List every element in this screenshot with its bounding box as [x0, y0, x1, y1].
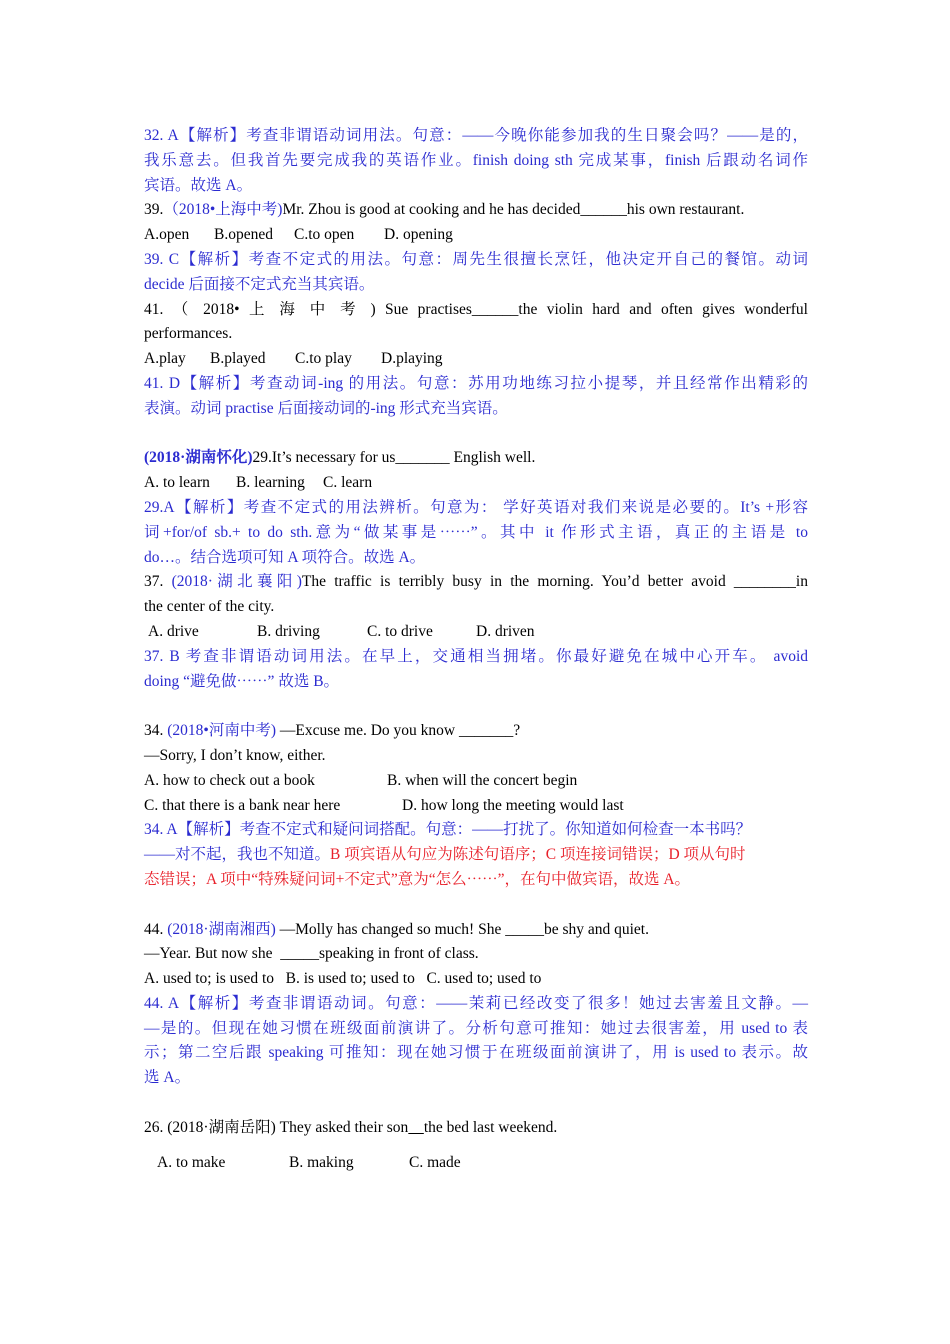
q44-answer-line-3: 示；第二空后跟 speaking 可推知：现在她习惯于在班级面前演讲了，用 is used to 表示。故: [144, 1044, 808, 1062]
spacer: [144, 1091, 808, 1116]
q29-option-c: C. learn: [323, 474, 373, 492]
q37-options: [144, 620, 808, 645]
q39-number: 39.: [144, 201, 164, 219]
q37-answer-line-2: doing “避免做⋯⋯” 故选 B。: [144, 672, 340, 690]
q41-answer-line-1: 41. D【解析】考查动词-ing 的用法。句意：苏用功地练习拉小提琴，并且经常作出精彩的: [144, 374, 808, 392]
q34-option-c: C. that there is a bank near here: [144, 796, 341, 814]
q34-text: —Excuse me. Do you know _______?: [276, 722, 521, 740]
q41-option-d: D.playing: [381, 350, 443, 368]
q39-option-a: A.open: [144, 226, 190, 244]
q41-option-c: C.to play: [295, 350, 352, 368]
q26-blank: [408, 1119, 424, 1136]
q41-option-a: A.play: [144, 350, 186, 368]
q34-options-row-1: [144, 769, 808, 794]
q37-source: (2018·湖北襄阳): [171, 573, 302, 591]
q34-question-line-2: —Sorry, I don’t know, either.: [144, 746, 326, 764]
q44-options: A. used to; is used to B. is used to; used to C. used to; used to: [144, 970, 542, 988]
q29-source: (2018·湖南怀化): [144, 449, 253, 467]
q44-text: —Molly has changed so much! She _____be shy and quiet.: [275, 920, 649, 938]
q29-option-a: A. to learn: [144, 474, 210, 492]
spacer: [144, 893, 808, 918]
q37-question-line-2: the center of the city.: [144, 598, 275, 616]
q39-option-c: C.to open: [294, 226, 355, 244]
q34-answer-line-3: 态错误；A 项中“特殊疑问词+不定式”意为“怎么⋯⋯”，在句中做宾语，故选 A。: [144, 870, 691, 888]
q32-answer-line-1: 32. A【解析】考查非谓语动词用法。句意：——今晚你能参加我的生日聚会吗？——是的，: [144, 127, 808, 144]
q26-text-start: 26. (2018·湖南岳阳) They asked their son: [144, 1118, 409, 1136]
q39-question: [144, 198, 808, 223]
q39-answer-line-2: decide 后面接不定式充当其宾语。: [144, 275, 375, 293]
q34-answer-line-1: 34. A【解析】考查不定式和疑问词搭配。句意：——打扰了。你知道如何检查一本书吗？: [144, 821, 752, 839]
q37-option-c: C. to drive: [367, 622, 433, 640]
q26-option-a: A. to make: [157, 1153, 226, 1171]
q41-question-line-2: performances.: [144, 325, 233, 343]
q29-answer-line-3: do…。结合选项可知 A 项符合。故选 A。: [144, 548, 426, 566]
q41-question-line-1: 41. （ 2018• 上 海 中 考 ) Sue practises______the violin hard and often gives wonderful: [144, 300, 808, 318]
q26-question: [144, 1116, 808, 1141]
q37-text: The traffic is terribly busy in the morning. You’d better avoid ________in: [301, 573, 808, 591]
q37-number: 37.: [144, 573, 164, 591]
q39-source: （2018•上海中考): [163, 201, 283, 219]
q37-question: [144, 570, 808, 595]
q44-answer-line-2: —是的。但现在她习惯在班级面前演讲了。分析句意可推知：她过去很害羞，用 used to 表: [144, 1019, 808, 1037]
q32-answer-line-3: 宾语。故选 A。: [144, 176, 253, 194]
q39-answer-line-1: 39. C【解析】考查不定式的用法。句意：周先生很擅长烹饪，他决定开自己的餐馆。动词: [144, 250, 808, 268]
q44-number: 44.: [144, 920, 164, 938]
q39-options: [144, 223, 808, 248]
document-page: [144, 124, 808, 1175]
q32-answer-line-2: 我乐意去。但我首先要完成我的英语作业。finish doing sth 完成某事，finish 后跟动名词作: [144, 151, 808, 169]
q34-question: [144, 719, 808, 744]
q44-source: (2018·湖南湘西): [167, 920, 276, 938]
q29-text: 29.It’s necessary for us_______ English well.: [252, 449, 536, 467]
q34-options-row-2: [144, 794, 808, 819]
q37-option-a: A. drive: [148, 622, 199, 640]
q44-question: [144, 918, 808, 943]
q34-answer-line-2: [144, 843, 808, 868]
q29-answer-line-2: 词+for/of sb.+ to do sth.意为“做某事是⋯⋯”。其中 it 作形式主语，真正的主语是 to: [144, 523, 808, 541]
q26-text-end: the bed last weekend.: [423, 1118, 558, 1136]
q34-number: 34.: [144, 722, 164, 740]
q29-question: [144, 446, 808, 471]
q37-answer-line-1: 37. B 考查非谓语动词用法。在早上，交通相当拥堵。你最好避免在城中心开车。 avoid: [144, 647, 808, 665]
q26-option-b: B. making: [289, 1153, 354, 1171]
spacer: [144, 694, 808, 719]
q34-option-d: D. how long the meeting would last: [402, 796, 624, 814]
q29-answer-line-1: 29.A【解析】考查不定式的用法辨析。句意为： 学好英语对我们来说是必要的。It’s +形容: [144, 498, 808, 516]
q39-option-d: D. opening: [384, 226, 453, 244]
q34-source: (2018•河南中考): [167, 722, 277, 740]
q39-text: Mr. Zhou is good at cooking and he has decided______his own restaurant.: [282, 201, 745, 219]
q29-options: [144, 471, 808, 496]
q41-option-b: B.played: [210, 350, 266, 368]
q39-option-b: B.opened: [214, 226, 273, 244]
q26-options: [144, 1151, 808, 1176]
q34-answer-analysis: B 项宾语从句应为陈述句语序；C 项连接词错误；D 项从句时: [330, 846, 746, 864]
q34-option-b: B. when will the concert begin: [387, 771, 578, 789]
q44-answer-line-1: 44. A【解析】考查非谓语动词。句意：——茉莉已经改变了很多！她过去害羞且文静。—: [144, 994, 808, 1012]
q44-question-line-2: —Year. But now she _____speaking in front of class.: [144, 945, 479, 963]
q34-option-a: A. how to check out a book: [144, 771, 315, 789]
q26-option-c: C. made: [409, 1153, 461, 1171]
q41-options: [144, 347, 808, 372]
q34-answer-translation: ——对不起，我也不知道。: [144, 846, 331, 864]
q29-option-b: B. learning: [236, 474, 305, 492]
q37-option-d: D. driven: [476, 622, 535, 640]
q37-option-b: B. driving: [257, 622, 320, 640]
q41-answer-line-2: 表演。动词 practise 后面接动词的-ing 形式充当宾语。: [144, 399, 508, 417]
q44-answer-line-4: 选 A。: [144, 1069, 191, 1087]
spacer: [144, 422, 808, 447]
